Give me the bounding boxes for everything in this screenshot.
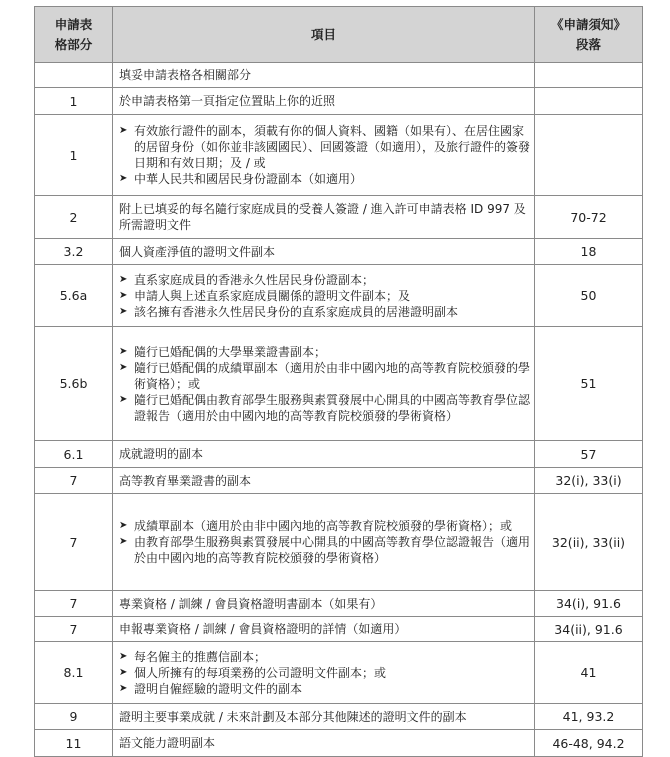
requirements-table: [34, 6, 643, 757]
row-part: 2: [35, 196, 113, 239]
bullet-item: ➤ 中華人民共和國居民身份證副本（如適用）: [119, 172, 363, 186]
table-header-row: [35, 7, 643, 63]
row-item: [113, 327, 535, 441]
bullet-arrow-icon: ➤: [119, 536, 128, 547]
table-row: [35, 704, 643, 730]
bullet-arrow-icon: ➤: [119, 125, 128, 136]
row-part: 7: [35, 591, 113, 617]
bullet-item: ➤ 證明自僱經驗的證明文件的副本: [119, 681, 303, 696]
row-paragraph: 51: [535, 327, 643, 441]
row-paragraph: 57: [535, 441, 643, 468]
row-paragraph: 41: [535, 642, 643, 704]
document-table-wrapper: [34, 6, 642, 757]
row-item: 證明主要事業成就 / 未來計劃及本部分其他陳述的證明文件的副本: [113, 704, 535, 730]
bullet-arrow-icon: ➤: [119, 173, 128, 184]
table-row: [35, 115, 643, 196]
table-row: [35, 441, 643, 468]
bullet-item: ➤ 有效旅行證件的副本，須載有你的個人資料、國籍（如果有）、在居住國家的居留身份（如你並非該國國民）、回國簽證（如適用），及旅行證件的簽發日期和有效日期；及 / 或: [119, 124, 531, 170]
row-part: 1: [35, 115, 113, 196]
bullet-arrow-icon: ➤: [119, 273, 128, 285]
row-item: 個人資產淨值的證明文件副本: [113, 239, 535, 265]
bullet-item: ➤ 成績單副本（適用於由非中國內地的高等教育院校頒發的學術資格）；或: [119, 519, 513, 533]
table-row: [35, 617, 643, 642]
row-paragraph: 32(ii), 33(ii): [535, 494, 643, 591]
row-part: 8.1: [35, 642, 113, 704]
row-item: 語文能力證明副本: [113, 730, 535, 757]
row-part: 5.6b: [35, 327, 113, 441]
table-row: [35, 88, 643, 115]
row-item: 高等教育畢業證書的副本: [113, 468, 535, 494]
bullet-item: ➤ 每名僱主的推薦信副本；: [119, 649, 267, 664]
header-item: 項目: [113, 7, 535, 63]
bullet-arrow-icon: ➤: [119, 682, 128, 694]
row-paragraph: 32(i), 33(i): [535, 468, 643, 494]
table-row: [35, 196, 643, 239]
row-paragraph: 46-48, 94.2: [535, 730, 643, 757]
bullet-item: ➤ 申請人與上述直系家庭成員關係的證明文件副本；及: [119, 288, 411, 303]
bullet-item: ➤ 由教育部學生服務與素質發展中心開具的中國高等教育學位認證報告（適用於由中國內地的高等教育院校頒發的學術資格）: [119, 535, 531, 565]
bullet-item: ➤ 該名擁有香港永久性居民身份的直系家庭成員的居港證明副本: [119, 304, 459, 319]
row-paragraph: 50: [535, 265, 643, 327]
row-part: 1: [35, 88, 113, 115]
header-paragraph: 《申請須知》段落: [535, 7, 643, 63]
bullet-item: ➤ 隨行已婚配偶的大學畢業證書副本；: [119, 344, 327, 359]
table-row: [35, 63, 643, 88]
bullet-item: ➤ 隨行已婚配偶的成績單副本（適用於由非中國內地的高等教育院校頒發的學術資格）；或: [119, 360, 531, 391]
row-part: [35, 63, 113, 88]
row-part: 11: [35, 730, 113, 757]
row-part: 7: [35, 468, 113, 494]
table-row: [35, 494, 643, 591]
row-item: 申報專業資格 / 訓練 / 會員資格證明的詳情（如適用）: [113, 617, 535, 642]
bullet-arrow-icon: ➤: [119, 520, 128, 531]
row-paragraph: [535, 63, 643, 88]
table-row: [35, 327, 643, 441]
row-paragraph: 34(ii), 91.6: [535, 617, 643, 642]
row-item: 成就證明的副本: [113, 441, 535, 468]
row-part: 7: [35, 617, 113, 642]
row-paragraph: 70-72: [535, 196, 643, 239]
bullet-arrow-icon: ➤: [119, 666, 128, 678]
row-item: 於申請表格第一頁指定位置貼上你的近照: [113, 88, 535, 115]
table-row: [35, 468, 643, 494]
table-row: [35, 730, 643, 757]
bullet-arrow-icon: ➤: [119, 393, 128, 405]
row-item: 附上已填妥的每名隨行家庭成員的受養人簽證 / 進入許可申請表格 ID 997 及所需證明文件: [113, 196, 535, 239]
row-part: 5.6a: [35, 265, 113, 327]
row-item: 填妥申請表格各相關部分: [113, 63, 535, 88]
table-row: [35, 265, 643, 327]
row-paragraph: [535, 115, 643, 196]
row-part: 6.1: [35, 441, 113, 468]
bullet-arrow-icon: ➤: [119, 305, 128, 317]
row-paragraph: 41, 93.2: [535, 704, 643, 730]
table-row: [35, 591, 643, 617]
row-item: [113, 642, 535, 704]
row-paragraph: 18: [535, 239, 643, 265]
row-part: 3.2: [35, 239, 113, 265]
row-paragraph: [535, 88, 643, 115]
bullet-arrow-icon: ➤: [119, 345, 128, 357]
bullet-arrow-icon: ➤: [119, 361, 128, 373]
row-part: 9: [35, 704, 113, 730]
row-part: 7: [35, 494, 113, 591]
bullet-item: ➤ 個人所擁有的每項業務的公司證明文件副本；或: [119, 665, 387, 680]
bullet-item: ➤ 隨行已婚配偶由教育部學生服務與素質發展中心開具的中國高等教育學位認證報告（適用於由中國內地的高等教育院校頒發的學術資格）: [119, 392, 531, 423]
bullet-item: ➤ 直系家庭成員的香港永久性居民身份證副本；: [119, 272, 375, 287]
bullet-arrow-icon: ➤: [119, 650, 128, 662]
table-row: [35, 642, 643, 704]
row-paragraph: 34(i), 91.6: [535, 591, 643, 617]
row-item: [113, 115, 535, 196]
row-item: [113, 494, 535, 591]
table-row: [35, 239, 643, 265]
row-item: [113, 265, 535, 327]
bullet-arrow-icon: ➤: [119, 289, 128, 301]
row-item: 專業資格 / 訓練 / 會員資格證明書副本（如果有）: [113, 591, 535, 617]
header-part: 申請表格部分: [35, 7, 113, 63]
